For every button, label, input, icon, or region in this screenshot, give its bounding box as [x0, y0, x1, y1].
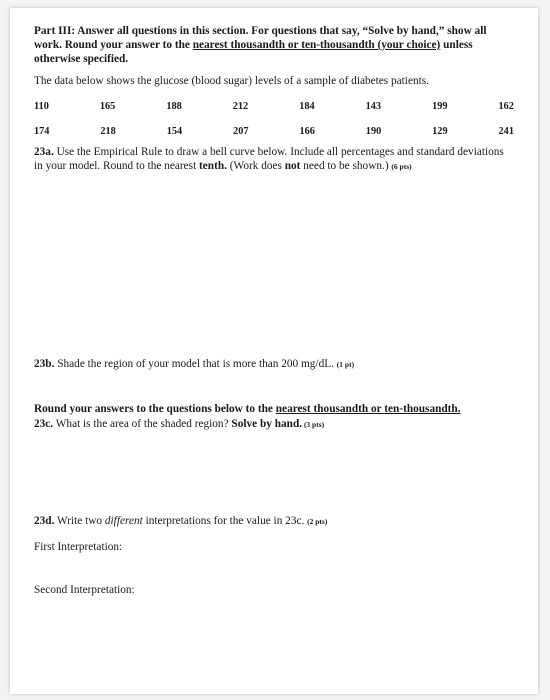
data-value: 165: [99, 101, 116, 112]
question-emphasis: Solve by hand.: [231, 418, 303, 430]
rounding-note-underlined: nearest thousandth or ten-thousandth.: [275, 403, 461, 415]
points-label: (6 pts): [391, 162, 412, 171]
question-emphasis: different: [104, 515, 143, 527]
question-emphasis: tenth.: [199, 160, 227, 172]
data-value: 190: [365, 126, 382, 137]
question-text: interpretations for the value in 23c.: [142, 515, 308, 527]
second-interpretation-label: Second Interpretation:: [34, 584, 135, 596]
data-value: 207: [233, 126, 249, 137]
points-label: (3 pts): [302, 420, 325, 429]
data-value: 241: [498, 126, 514, 137]
data-value: 162: [498, 101, 514, 112]
first-interpretation-label: First Interpretation:: [34, 541, 123, 553]
question-23d: [34, 514, 514, 529]
question-23a: [34, 145, 514, 174]
worksheet-content: [34, 24, 514, 597]
data-value: 143: [365, 101, 382, 112]
question-text: Write two: [54, 515, 105, 527]
data-value: 184: [299, 101, 315, 112]
question-text: Use the Empirical Rule to draw a bell curve below. Include all percentages and standard deviations in your model. Round to the nearest: [34, 146, 504, 172]
worksheet-page: [10, 8, 538, 694]
data-value: 166: [299, 126, 315, 137]
data-value: 174: [34, 126, 50, 137]
rounding-note: [34, 402, 514, 416]
question-text: Shade the region of your model that is more than 200 mg/dL.: [54, 358, 337, 370]
question-text: What is the area of the shaded region?: [53, 418, 232, 430]
data-value: 218: [100, 126, 116, 137]
question-23b: [34, 357, 514, 372]
question-number: 23c.: [34, 418, 54, 430]
question-text: need to be shown.): [300, 160, 392, 172]
data-value: 110: [34, 101, 49, 112]
rounding-note-text: Round your answers to the questions below to the: [34, 403, 276, 415]
data-value: 212: [232, 101, 249, 112]
data-row-2: [34, 126, 514, 137]
question-23c: [34, 417, 514, 432]
part-header-tail: unless otherwise specified.: [34, 39, 473, 65]
data-value: 199: [432, 101, 448, 112]
data-value: 188: [166, 101, 182, 112]
points-label: (1 pt): [336, 360, 355, 369]
question-number: 23a.: [34, 146, 54, 158]
question-number: 23b.: [34, 358, 55, 370]
part-header-text: Part III: Answer all questions in this section. For questions that say, “Solve by hand,” show all work. Round your answer to the: [34, 25, 487, 51]
part-header-underlined: nearest thousandth or ten-thousandth (your choice): [192, 39, 441, 51]
data-value: 154: [166, 126, 183, 137]
points-label: (2 pts): [307, 517, 328, 526]
data-row-1: [34, 101, 514, 112]
question-emphasis: not: [284, 160, 301, 172]
data-intro: The data below shows the glucose (blood sugar) levels of a sample of diabetes patients.: [34, 75, 429, 87]
question-text: (Work does: [226, 160, 285, 172]
data-value: 129: [432, 126, 448, 137]
part-header: [34, 24, 514, 66]
question-number: 23d.: [34, 515, 55, 527]
